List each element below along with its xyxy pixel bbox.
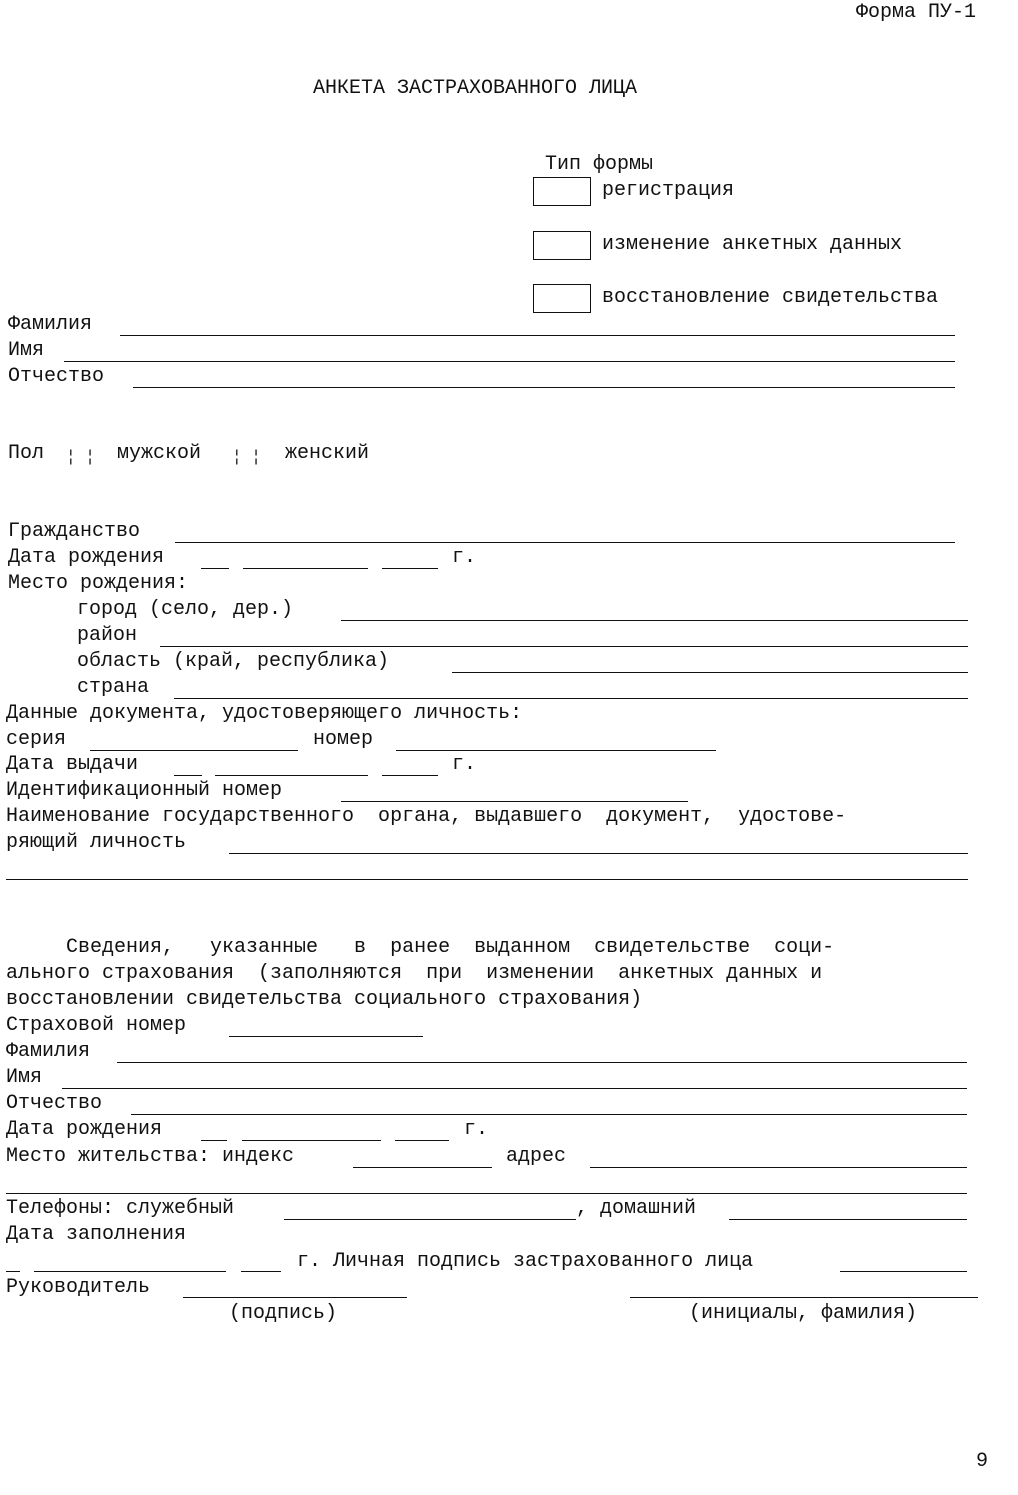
home-phone-field[interactable] bbox=[729, 1219, 967, 1220]
residence-label: Место жительства: индекс bbox=[6, 1145, 295, 1168]
form-type-label: Тип формы bbox=[545, 153, 654, 176]
head-label: Руководитель bbox=[6, 1276, 151, 1299]
prior-paragraph-line1: Сведения, указанные в ранее выданном свидетельстве соци- bbox=[6, 936, 835, 959]
prior-surname-label: Фамилия bbox=[6, 1040, 91, 1063]
prior-paragraph-line2: ального страхования (заполняются при изменении анкетных данных и bbox=[6, 962, 823, 985]
prior-birth-year-field[interactable] bbox=[395, 1140, 449, 1141]
issue-year-field[interactable] bbox=[382, 775, 438, 776]
birthplace-city-field[interactable] bbox=[341, 620, 968, 621]
signature-label: г. Личная подпись застрахованного лица bbox=[297, 1250, 754, 1273]
insurance-number-label: Страховой номер bbox=[6, 1014, 187, 1037]
citizenship-field[interactable] bbox=[175, 542, 955, 543]
work-phone-field[interactable] bbox=[284, 1219, 576, 1220]
residence-address-field-continued[interactable] bbox=[6, 1193, 967, 1194]
form-type-checkbox-restore[interactable] bbox=[533, 284, 591, 313]
prior-birth-date-label: Дата рождения bbox=[6, 1118, 163, 1141]
form-type-registration-label: регистрация bbox=[602, 179, 735, 202]
sex-label: Пол bbox=[8, 442, 45, 465]
sex-male-label: мужской bbox=[117, 442, 202, 465]
head-signature-field[interactable] bbox=[183, 1297, 407, 1298]
fill-date-label: Дата заполнения bbox=[6, 1223, 187, 1246]
signature-caption: (подпись) bbox=[229, 1302, 338, 1325]
birthplace-city-label: город (село, дер.) bbox=[77, 598, 294, 621]
birthplace-region-field[interactable] bbox=[452, 672, 968, 673]
birthplace-label: Место рождения: bbox=[8, 572, 189, 595]
fill-month-field[interactable] bbox=[34, 1271, 226, 1272]
page-title: АНКЕТА ЗАСТРАХОВАННОГО ЛИЦА bbox=[313, 77, 638, 100]
insurance-number-field[interactable] bbox=[229, 1036, 423, 1037]
citizenship-label: Гражданство bbox=[8, 520, 141, 543]
prior-birth-month-field[interactable] bbox=[242, 1140, 381, 1141]
surname-label: Фамилия bbox=[8, 313, 93, 336]
fill-day-field[interactable] bbox=[6, 1271, 20, 1272]
issue-day-field[interactable] bbox=[174, 775, 202, 776]
issuer-label-line1: Наименование государственного органа, выдавшего документ, удостове- bbox=[6, 805, 847, 828]
issue-date-label: Дата выдачи bbox=[6, 753, 139, 776]
page-number: 9 bbox=[976, 1450, 989, 1473]
birth-date-label: Дата рождения bbox=[8, 546, 165, 569]
document-number-label: номер bbox=[313, 728, 374, 751]
document-number-field[interactable] bbox=[396, 750, 716, 751]
fill-year-field[interactable] bbox=[241, 1271, 281, 1272]
birthplace-district-label: район bbox=[77, 624, 138, 647]
surname-field[interactable] bbox=[120, 335, 955, 336]
sex-male-checkbox[interactable]: ¦ ¦ bbox=[66, 448, 95, 466]
birth-year-field[interactable] bbox=[382, 568, 438, 569]
patronymic-label: Отчество bbox=[8, 365, 105, 388]
birthplace-country-label: страна bbox=[77, 676, 150, 699]
document-series-field[interactable] bbox=[90, 750, 298, 751]
form-type-checkbox-change[interactable] bbox=[533, 231, 591, 260]
id-number-label: Идентификационный номер bbox=[6, 779, 283, 802]
birth-year-suffix: г. bbox=[452, 546, 477, 569]
issue-year-suffix: г. bbox=[452, 753, 477, 776]
birth-month-field[interactable] bbox=[243, 568, 368, 569]
sex-female-checkbox[interactable]: ¦ ¦ bbox=[232, 448, 261, 466]
issuer-label-line2: ряющий личность bbox=[6, 831, 187, 854]
prior-patronymic-field[interactable] bbox=[131, 1114, 967, 1115]
personal-signature-field[interactable] bbox=[840, 1271, 967, 1272]
prior-birth-year-suffix: г. bbox=[464, 1118, 489, 1141]
phones-label: Телефоны: служебный bbox=[6, 1197, 235, 1220]
issuer-field[interactable] bbox=[229, 853, 968, 854]
name-field[interactable] bbox=[64, 361, 955, 362]
birth-day-field[interactable] bbox=[201, 568, 229, 569]
sex-female-label: женский bbox=[285, 442, 370, 465]
birthplace-region-label: область (край, республика) bbox=[77, 650, 390, 673]
prior-patronymic-label: Отчество bbox=[6, 1092, 103, 1115]
birthplace-district-field[interactable] bbox=[160, 646, 968, 647]
residence-address-field[interactable] bbox=[590, 1167, 967, 1168]
initials-caption: (инициалы, фамилия) bbox=[689, 1302, 918, 1325]
form-code: Форма ПУ-1 bbox=[856, 1, 977, 24]
document-label: Данные документа, удостоверяющего личность: bbox=[6, 702, 523, 725]
issue-month-field[interactable] bbox=[215, 775, 368, 776]
form-type-change-label: изменение анкетных данных bbox=[602, 233, 903, 256]
form-type-restore-label: восстановление свидетельства bbox=[602, 286, 939, 309]
prior-name-field[interactable] bbox=[62, 1088, 967, 1089]
id-number-field[interactable] bbox=[341, 801, 688, 802]
residence-index-field[interactable] bbox=[353, 1167, 492, 1168]
prior-surname-field[interactable] bbox=[117, 1062, 967, 1063]
issuer-field-continued[interactable] bbox=[6, 879, 968, 880]
document-series-label: серия bbox=[6, 728, 67, 751]
residence-address-label: адрес bbox=[506, 1145, 567, 1168]
patronymic-field[interactable] bbox=[133, 387, 955, 388]
head-initials-field[interactable] bbox=[630, 1297, 978, 1298]
name-label: Имя bbox=[8, 339, 45, 362]
prior-name-label: Имя bbox=[6, 1066, 43, 1089]
prior-birth-day-field[interactable] bbox=[201, 1140, 227, 1141]
home-phone-label: , домашний bbox=[576, 1197, 697, 1220]
form-type-checkbox-registration[interactable] bbox=[533, 177, 591, 206]
prior-paragraph-line3: восстановлении свидетельства социального страхования) bbox=[6, 988, 643, 1011]
birthplace-country-field[interactable] bbox=[174, 698, 968, 699]
